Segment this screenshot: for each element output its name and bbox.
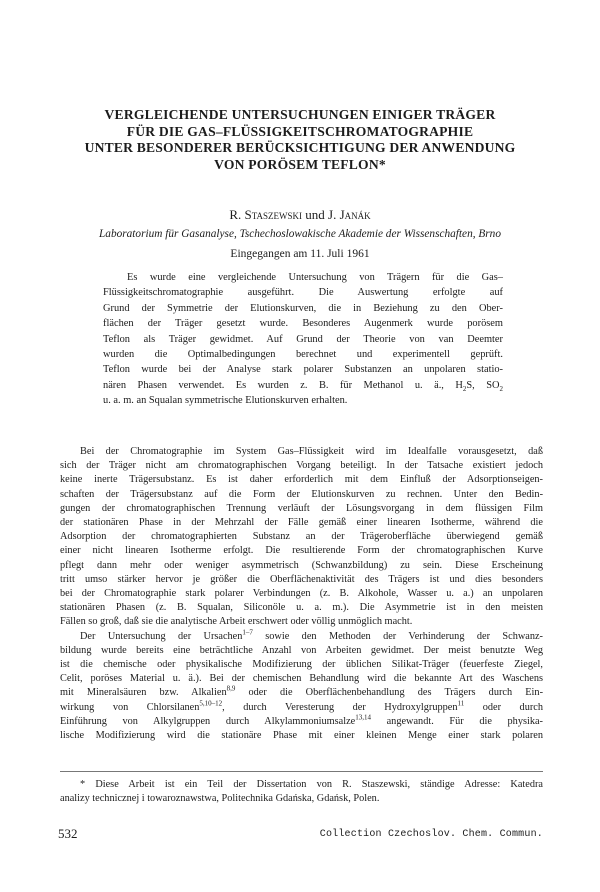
article-title [60, 107, 540, 173]
body-text-span: sowie den Methoden der Verhinderung der Schwanz- [252, 630, 543, 642]
received-date: Eingegangen am 11. Juli 1961 [230, 248, 370, 260]
body-line [60, 701, 543, 715]
abstract [103, 270, 503, 409]
body-line: keine inerte Trägersubstanz. Es ist daher erforderlich mit dem Einfluß der Adsorptionseigen- [60, 474, 543, 486]
footnote-line: * Diese Arbeit ist ein Teil der Dissertation von R. Staszewski, ständige Adresse: Katedra [80, 779, 543, 790]
body-line: bei der Chromatographie stark polarer Verbindungen (z. B. Alkohole, Wasser u. a.) an unpolaren [60, 588, 543, 600]
body-text-span: angewandt. Für die physika- [371, 715, 543, 727]
body-text-span: oder die Oberflächenbehandlung des Trägers durch Ein- [235, 687, 543, 699]
author-initial: R. [229, 207, 245, 222]
reference-superscript: 5,10–12 [199, 699, 223, 708]
reference-superscript: 1–7 [242, 628, 253, 637]
body-text-span: Der Untersuchung der Ursachen [80, 630, 243, 642]
body-line: Adsorption der chromatographierten Substanz an der Trägeroberfläche überwiegend gemäß [60, 531, 543, 543]
body-text-span: Einführung von Alkylgruppen durch Alkylammoniumsalze [60, 715, 356, 727]
body-line: ist die chemische oder physikalische Modifizierung der üblichen Silikat-Träger (feuerfeste Ziegel, [60, 659, 543, 671]
body-line: tritt umso stärker hervor je größer die Oberflächenaktivität des Trägers ist und dies besonders [60, 573, 543, 585]
abstract-line: wurden die Optimalbedingungen berechnet und experimentell geprüft. [103, 349, 503, 361]
abstract-line [103, 378, 503, 393]
abstract-line: Grund der Symmetrie der Elutionskurven, die in Beziehung zu den Ober- [103, 302, 503, 314]
title-line: FÜR DIE GAS–FLÜSSIGKEITSCHROMATOGRAPHIE [126, 123, 474, 139]
affiliation: Laboratorium für Gasanalyse, Tschechoslowakische Akademie der Wissenschaften, Brno [99, 228, 501, 240]
body-text-span: , durch Veresterung der Hydroxylgruppen [222, 701, 458, 713]
reference-superscript: 13,14 [355, 713, 371, 722]
abstract-line: Teflon wurde bei der Analyse stark polarer Substanzen an unpolaren statio- [103, 364, 503, 376]
body-line: Celit, poröses Material u. ä.). Bei der chemischen Behandlung wird die bekannte Art des Waschens [60, 673, 543, 685]
body-line [60, 630, 543, 644]
author-connector: und [302, 207, 329, 222]
journal-name: Collection Czechoslov. Chem. Commun. [319, 829, 543, 840]
author-name: Staszewski [244, 207, 303, 222]
title-line: UNTER BESONDERER BERÜCKSICHTIGUNG DER ANWENDUNG [84, 140, 516, 156]
author-name: Janák [339, 207, 371, 222]
abstract-line: Teflon als Träger gewidmet. Auf Grund der Theorie von van Deemter [103, 333, 503, 345]
abstract-line: u. a. m. an Squalan symmetrische Elutionskurven erhalten. [103, 395, 348, 407]
body-line: lische Modifizierung wird die stationäre Phase mit einer kleinen Menge einer stark polaren [60, 730, 543, 742]
abstract-text: S, SO [466, 379, 500, 391]
abstract-text: nären Phasen verwendet. Es wurden z. B. für Methanol u. ä., H [103, 379, 463, 391]
body-line: Fällen so groß, daß sie die analytische Arbeit erschwert oder völlig unmöglich macht. [60, 616, 413, 628]
subscript: 2 [499, 384, 503, 393]
footnote [60, 778, 543, 807]
abstract-line: Es wurde eine vergleichende Untersuchung von Trägern für die Gas– [127, 272, 503, 283]
body-text-span: wirkung von Chlorsilanen [60, 701, 200, 713]
body-line: gungen der chromatographischen Trennung verläuft der Lösungsvorgang in dem flüssigen Film [60, 502, 543, 514]
body-line [60, 686, 543, 700]
abstract-line: flächen der Träger gesetzt wurde. Besonderes Augenmerk wurde porösem [103, 318, 503, 330]
footnote-divider [60, 771, 543, 772]
body-line: sich der Träger nicht am chromatographischen Vorgang beteiligt. In der Tatsache existiert jedoch [60, 460, 543, 472]
body-line: einer nicht linearen Isotherme erfolgt. Die resultierende Form der chromatographischen Kurve [60, 545, 543, 557]
body-line: pflegt dann mehr oder weniger asymmetrisch (Schwanzbildung) zu sein. Diese Erscheinung [60, 559, 543, 571]
body-text-span: mit Mineralsäuren bzw. Alkalien [60, 687, 227, 699]
reference-superscript: 8,9 [226, 685, 236, 694]
body-text-span: oder durch [464, 701, 543, 713]
page-number: 532 [58, 826, 78, 841]
author-line [60, 207, 540, 223]
title-line: VON PORÖSEM TEFLON* [214, 156, 386, 172]
body-line: Bei der Chromatographie im System Gas–Flüssigkeit wird im Idealfalle vorausgesetzt, daß [80, 446, 543, 457]
reference-superscript: 11 [457, 699, 465, 708]
body-text [60, 445, 543, 743]
body-line: stationären Phasen (z. B. Squalan, Siliconöle u. a. m.). Die Asymmetrie ist in den meisten [60, 602, 543, 614]
subscript: 2 [462, 384, 467, 393]
body-line: bildung wurde bereits eine beträchtliche Anzahl von Arbeiten gewidmet. Der meist benutzte Weg [60, 644, 543, 656]
footnote-line: analizy technicznej i towaroznawstwa, Politechnika Gdańska, Gdańsk, Polen. [60, 793, 380, 805]
body-line: schaften der Trägersubstanz auf die Form der Elutionskurven zu rechnen. Unter den Bedin- [60, 488, 543, 500]
body-line: der stationären Phase in der Mehrzahl der Fälle gemäß einer linearen Isotherme, während die [60, 517, 543, 529]
abstract-line: Flüssigkeitschromatographie ausgeführt. Die Auswertung erfolgte auf [103, 287, 503, 299]
author-initial: J. [328, 207, 340, 222]
body-line [60, 715, 543, 729]
title-line: VERGLEICHENDE UNTERSUCHUNGEN EINIGER TRÄGER [104, 107, 496, 122]
